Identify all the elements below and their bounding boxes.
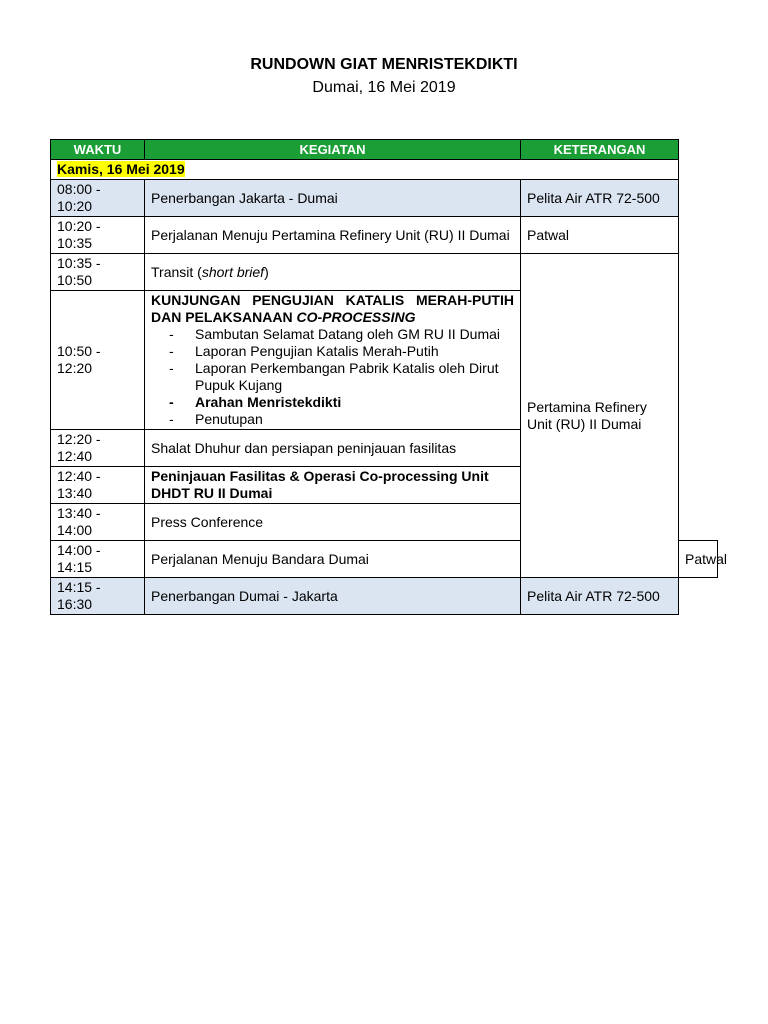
list-item: - Arahan Menristekdikti xyxy=(169,394,514,411)
activity-cell: Peninjauan Fasilitas & Operasi Co-processing Unit DHDT RU II Dumai xyxy=(145,467,521,504)
activity-italic-text: short brief xyxy=(201,263,265,280)
table-row xyxy=(51,180,718,217)
list-item: - Sambutan Selamat Datang oleh GM RU II Dumai xyxy=(169,326,514,343)
list-item: - Penutupan xyxy=(169,411,514,428)
activity-items-list xyxy=(151,326,514,428)
activity-cell xyxy=(145,291,521,430)
document-title: RUNDOWN GIAT MENRISTEKDIKTI xyxy=(250,56,518,73)
note-cell: Patwal xyxy=(679,541,718,578)
time-cell: 08:00 - 10:20 xyxy=(51,180,145,217)
time-cell: 10:35 - 10:50 xyxy=(51,254,145,291)
table-header-row xyxy=(51,140,718,160)
activity-text: ) xyxy=(264,263,269,280)
table-row xyxy=(51,254,718,291)
merged-note-cell: Pertamina Refinery Unit (RU) II Dumai xyxy=(521,254,679,578)
time-cell: 14:15 - 16:30 xyxy=(51,578,145,615)
time-cell: 13:40 - 14:00 xyxy=(51,504,145,541)
table-row xyxy=(51,217,718,254)
time-cell: 10:20 - 10:35 xyxy=(51,217,145,254)
activity-cell: Perjalanan Menuju Bandara Dumai xyxy=(145,541,521,578)
header-keterangan: KETERANGAN xyxy=(521,140,679,160)
header-waktu: WAKTU xyxy=(51,140,145,160)
time-cell: 10:50 - 12:20 xyxy=(51,291,145,430)
document-subtitle: Dumai, 16 Mei 2019 xyxy=(312,79,456,96)
day-label: Kamis, 16 Mei 2019 xyxy=(57,161,185,177)
time-cell: 14:00 - 14:15 xyxy=(51,541,145,578)
header-kegiatan: KEGIATAN xyxy=(145,140,521,160)
activity-cell: Perjalanan Menuju Pertamina Refinery Unit (RU) II Dumai xyxy=(145,217,521,254)
day-row xyxy=(51,160,718,180)
activity-title: KUNJUNGAN PENGUJIAN KATALIS MERAH-PUTIH DAN PELAKSANAAN CO-PROCESSING xyxy=(151,292,514,325)
list-item: - Laporan Perkembangan Pabrik Katalis oleh Dirut Pupuk Kujang xyxy=(169,360,514,394)
note-cell: Pelita Air ATR 72-500 xyxy=(521,578,679,615)
activity-cell xyxy=(145,254,521,291)
time-cell: 12:20 - 12:40 xyxy=(51,430,145,467)
note-cell: Patwal xyxy=(521,217,679,254)
note-cell: Pelita Air ATR 72-500 xyxy=(521,180,679,217)
table-row xyxy=(51,578,718,615)
activity-cell: Penerbangan Jakarta - Dumai xyxy=(145,180,521,217)
rundown-table xyxy=(50,139,728,615)
activity-text: Transit ( xyxy=(151,263,202,280)
list-item: - Laporan Pengujian Katalis Merah-Putih xyxy=(169,343,514,360)
time-cell: 12:40 - 13:40 xyxy=(51,467,145,504)
activity-cell: Shalat Dhuhur dan persiapan peninjauan fasilitas xyxy=(145,430,521,467)
activity-cell: Press Conference xyxy=(145,504,521,541)
activity-cell: Penerbangan Dumai - Jakarta xyxy=(145,578,521,615)
